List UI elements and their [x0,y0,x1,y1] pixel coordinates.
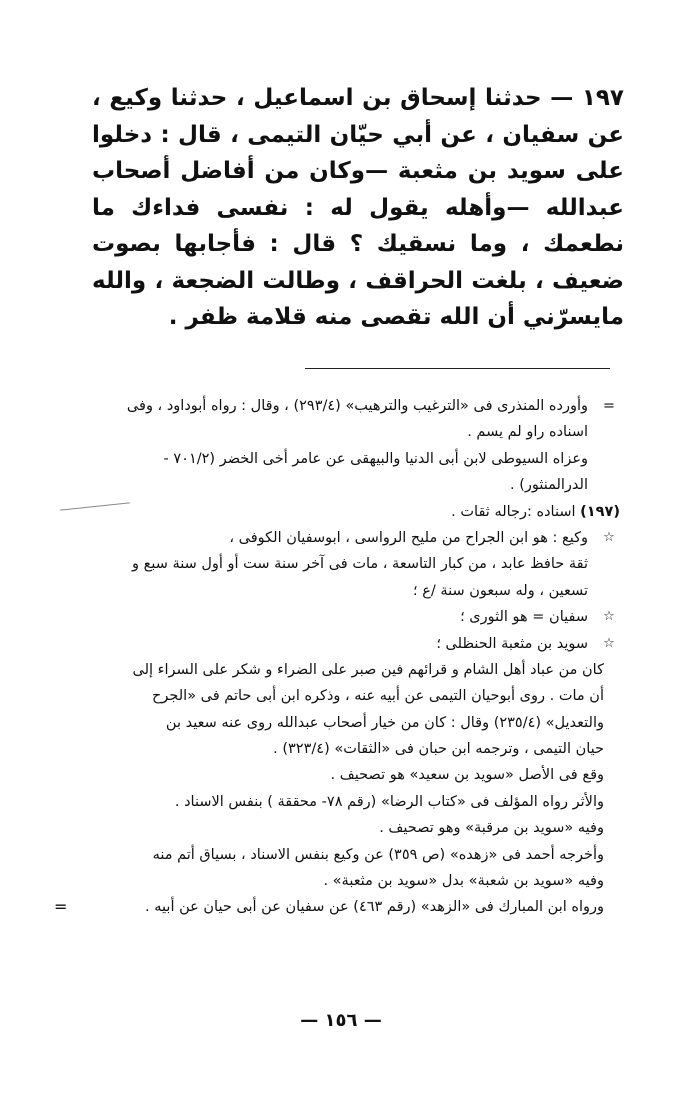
note-text: اسناده راو لم يسم . [467,424,588,441]
note-text: ورواه ابن المبارك فى «الزهد» (رقم ٤٦٣) عن سفيان عن أبى حيان عن أبيه . [145,899,604,916]
note-line [60,631,620,657]
note-line [60,578,620,604]
note-line [60,551,620,577]
note-line [60,815,620,841]
star-icon: ☆ [603,635,615,651]
note-text: وأخرجه أحمد فى «زهده» (ص ٣٥٩) عن وكيع بنفس الاسناد ، بسياق أتم منه [152,846,604,863]
note-text: اسناده :رجاله ثقات . [451,503,576,520]
hadith-text [92,80,624,336]
note-line [60,842,620,868]
note-text: ثقة حافظ عابد ، من كبار التاسعة ، مات فى آخر سنة ست أو أول سنة سبع و [132,556,588,573]
note-number: (١٩٧) [580,503,620,520]
note-line [60,657,620,683]
note-text: وفيه «سويد بن شعبة» بدل «سويد بن مثعبة» . [323,873,604,890]
note-text: أن مات . روى أبوحيان التيمى عن أبيه عنه ، وذكره ابن أبى حاتم فى «الجرح [152,688,604,705]
hadith-dash: — [550,85,574,111]
note-text: وفيه «سويد بن مرقبة» وهو تصحيف . [379,820,604,837]
hadith-body: حدثنا إسحاق بن اسماعيل ، حدثنا وكيع ، عن سفيان ، عن أبي حيّان التيمى ، قال : دخلوا على سويد بن مثعبة —وكان من أفاضل أصحاب عبدالله —وأهله يقول له : نفسى فداءك ما نطعمك ، وما نسقيك ؟ قال : فأجابها بصوت ضعيف ، بلغت الحراقف ، وطالت الضجعة ، والله مايسرّني أن الله تقصى منه قلامة ظفر . [92,85,624,330]
continuation-mark: = [602,398,616,414]
note-text: تسعين ، وله سبعون سنة /ع ؛ [412,582,588,599]
hadith-number: ١٩٧ [581,85,624,111]
star-icon: ☆ [603,609,615,625]
note-line [60,525,620,551]
continuation-mark: = [54,897,68,917]
note-text: وقع فى الأصل «سويد بن سعيد» هو تصحيف . [330,767,604,784]
footnotes [54,393,620,921]
note-line [60,683,620,709]
note-line [60,710,620,736]
note-text: والتعديل» (٢٣٥/٤) وقال : كان من خيار أصحاب عبدالله روى عنه سعيد بن [165,714,604,731]
note-text: الدرالمنثور) . [509,477,588,494]
page-number: — ١٥٦ — [300,1010,382,1031]
note-line [54,894,620,920]
note-text: سويد بن مثعبة الحنظلى ؛ [436,635,588,652]
note-text: سفيان = هو الثورى ؛ [460,609,588,626]
note-text: والأثر رواه المؤلف فى «كتاب الرضا» (رقم ٧٨- محققة ) بنفس الاسناد . [174,793,604,810]
note-text: وأورده المنذرى فى «الترغيب والترهيب» (٢٩٣/٤) ، وقال : رواه أبوداود ، وفى [126,398,588,414]
note-text: وكيع : هو ابن الجراح من مليح الرواسى ، ابوسفيان الكوفى ، [229,529,588,546]
note-text: حيان التيمى ، وترجمه ابن حبان فى «الثقات» (٣٢٣/٤) . [273,741,604,758]
note-line [60,393,620,419]
note-text: وعزاه السيوطى لابن أبى الدنيا والبيهقى عن عامر أخى الخضر (٧٠١/٢ - [163,450,588,467]
footnote-separator [305,368,610,369]
note-line [60,446,620,472]
note-text: كان من عباد أهل الشام و قرائهم فين صبر على الضراء و شكر على السراء إلى [132,661,604,678]
note-line [60,419,620,445]
note-line [60,868,620,894]
note-line [60,499,620,525]
note-line [60,762,620,788]
note-line [60,789,620,815]
note-line [60,736,620,762]
note-line [60,472,620,498]
star-icon: ☆ [603,529,615,545]
note-line [60,604,620,630]
